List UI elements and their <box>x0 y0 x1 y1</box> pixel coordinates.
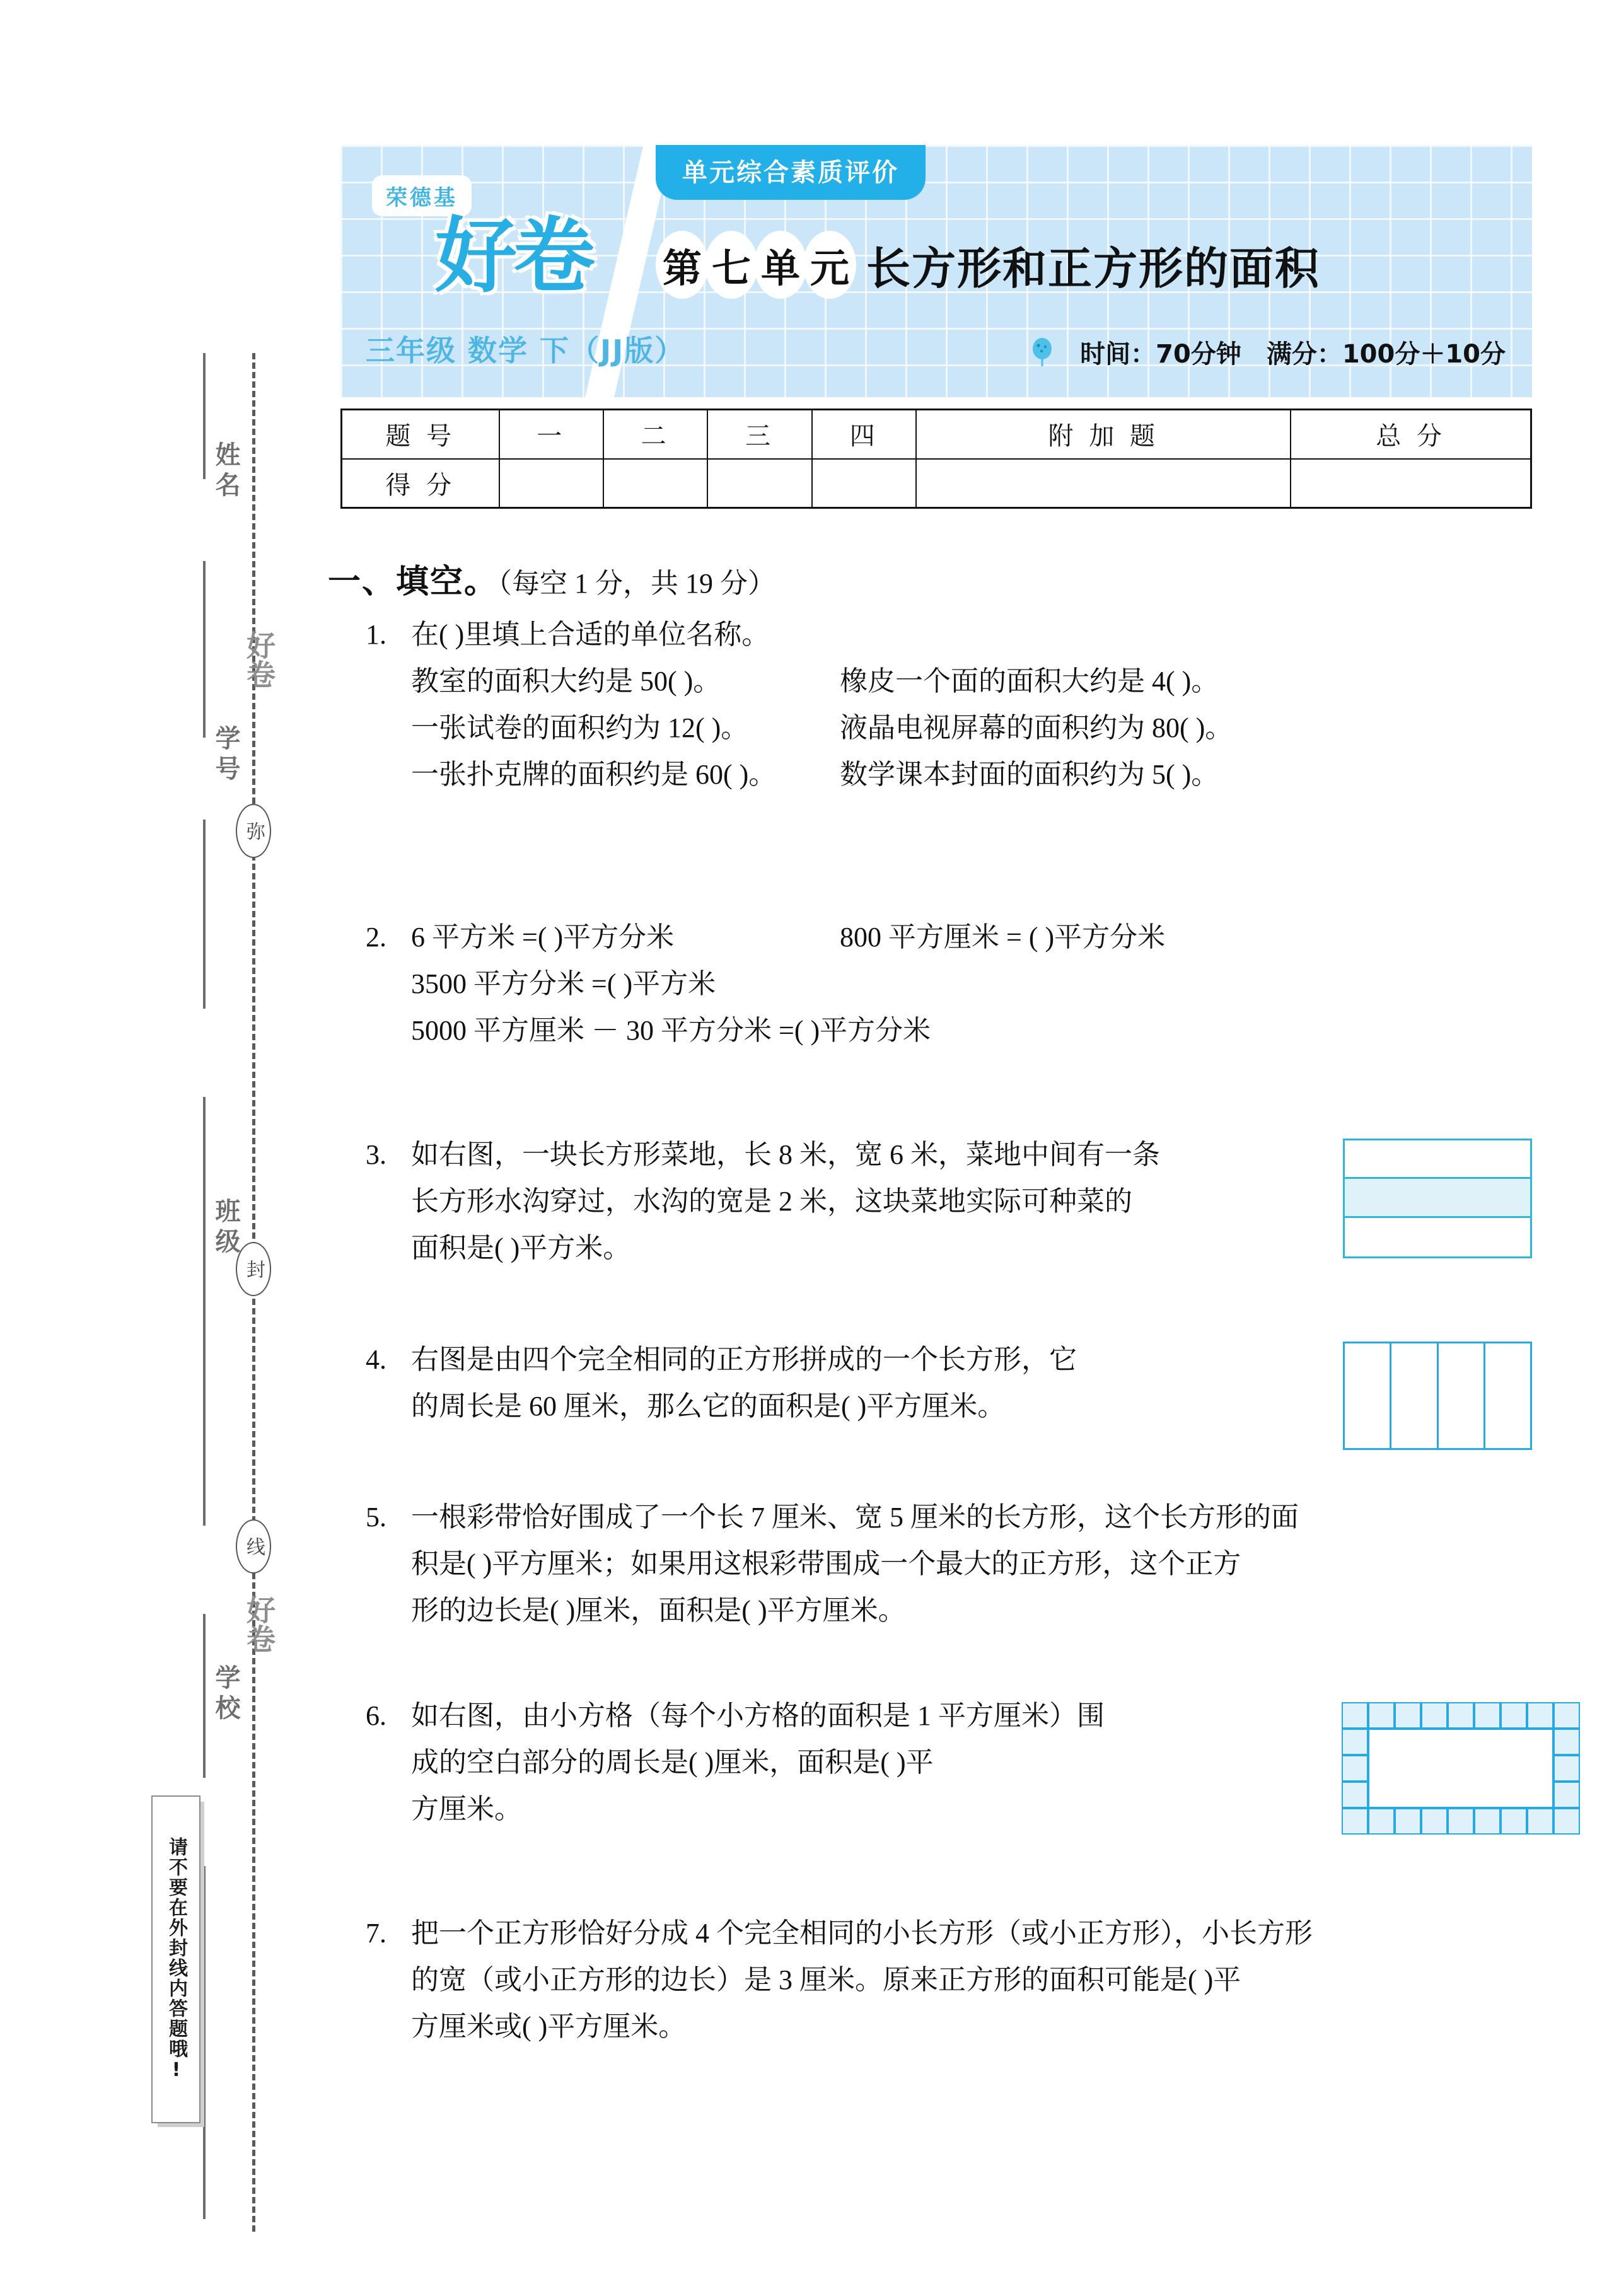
figure-q6-cell-filled <box>1368 1702 1395 1729</box>
figure-q6-cell-empty <box>1448 1782 1474 1808</box>
score-table-col-5: 总 分 <box>1291 410 1531 459</box>
question-1-row-3 <box>411 761 1233 789</box>
question-7-number: 7. <box>366 1918 386 1949</box>
figure-q6-cell-filled <box>1342 1729 1368 1755</box>
figure-q6-cell-empty <box>1395 1755 1421 1782</box>
brand-subtitle: 三年级 数学 下（JJ版） <box>366 333 685 368</box>
seal-note-text: 请不要在外封线内答题哦! <box>165 1836 187 2082</box>
score-cell-3[interactable] <box>812 459 916 508</box>
seal-rule-4 <box>203 1097 206 1526</box>
question-3-body <box>411 1141 1160 1262</box>
seal-rule-5 <box>203 1614 206 1778</box>
question-4-body <box>411 1346 1077 1420</box>
section-index: 一、 <box>328 563 397 601</box>
score-cell-5[interactable] <box>1291 459 1531 508</box>
figure-q6-cell-filled <box>1421 1702 1448 1729</box>
question-5-line-2: 形的边长是( )厘米，面积是( )平方厘米。 <box>411 1595 906 1626</box>
score-cell-1[interactable] <box>603 459 707 508</box>
question-3-line-0: 如右图，一块长方形菜地，长 8 米，宽 6 米，菜地中间有一条 <box>411 1139 1160 1170</box>
figure-q6-cell-filled <box>1501 1702 1527 1729</box>
figure-q6-cell-filled <box>1342 1782 1368 1808</box>
question-7 <box>366 1920 1313 2041</box>
score-cell-0[interactable] <box>499 459 603 508</box>
figure-q3-garden <box>1343 1139 1532 1258</box>
question-1-line-1: 教室的面积大约是 50( )。 <box>411 666 721 697</box>
figure-q6-cell-filled <box>1448 1702 1474 1729</box>
figure-q6-cell-filled <box>1527 1702 1553 1729</box>
unit-chip-char-3: 元 <box>810 245 849 291</box>
question-1-line-6: 数学课本封面的面积约为 5( )。 <box>840 759 1219 790</box>
question-7-line-0: 把一个正方形恰好分成 4 个完全相同的小长方形（或小正方形），小长方形 <box>411 1918 1313 1949</box>
header-banner <box>340 145 1532 397</box>
seal-mark-xian: 线 <box>236 1519 271 1574</box>
question-3-number: 3. <box>366 1139 386 1170</box>
figure-q6-cell-empty <box>1421 1782 1448 1808</box>
question-2-row-0 <box>411 924 1165 951</box>
figure-q6-cell-filled <box>1448 1808 1474 1835</box>
figure-q6-cell-empty <box>1474 1729 1501 1755</box>
figure-q6-cell-filled <box>1527 1808 1553 1835</box>
question-3 <box>366 1141 1160 1262</box>
sidebar-label-student-id: 学号 <box>211 725 240 786</box>
question-6 <box>366 1702 1105 1823</box>
section-title: 填空。 <box>396 563 499 601</box>
score-table-col-3: 四 <box>812 410 916 459</box>
figure-q6-cell-empty <box>1368 1729 1395 1755</box>
figure-q6-cell-filled <box>1474 1702 1501 1729</box>
question-7-body <box>411 1920 1313 2041</box>
sidebar-label-class: 班级 <box>211 1198 240 1258</box>
figure-q6-cell-empty <box>1421 1755 1448 1782</box>
figure-q4-square-2 <box>1439 1343 1485 1448</box>
unit-chip-char-0: 第 <box>662 245 702 291</box>
figure-q3-band-top <box>1345 1140 1530 1179</box>
question-4-number: 4. <box>366 1344 386 1375</box>
question-1-row-2 <box>411 714 1233 742</box>
question-7-line-1: 的宽（或小正方形的边长）是 3 厘米。原来正方形的面积可能是( )平 <box>411 1964 1241 1995</box>
unit-title-row <box>656 231 1320 299</box>
sidebar-spacer <box>265 0 267 2296</box>
question-6-body <box>411 1702 1105 1823</box>
question-1 <box>366 621 1233 789</box>
unit-chip-2 <box>754 231 807 299</box>
score-table-col-2: 三 <box>707 410 811 459</box>
figure-q4-square-0 <box>1345 1343 1391 1448</box>
figure-q6-grid <box>1342 1702 1580 1835</box>
question-5-line-0: 一根彩带恰好围成了一个长 7 厘米、宽 5 厘米的长方形，这个长方形的面 <box>411 1502 1299 1533</box>
score-table-row-label-1: 得 分 <box>342 459 499 508</box>
figure-q6-cell-filled <box>1474 1808 1501 1835</box>
unit-chip-char-1: 七 <box>711 245 751 291</box>
brand-name: 荣德基 <box>386 185 458 211</box>
sidebar-label-school: 学校 <box>211 1664 240 1725</box>
seal-sidebar <box>0 0 328 2296</box>
question-1-body <box>411 621 1233 789</box>
unit-chip-1 <box>705 231 758 299</box>
exam-full-score: 满分：100分＋10分 <box>1266 340 1506 369</box>
question-3-line-2: 面积是( )平方米。 <box>411 1232 631 1263</box>
sidebar-hao-mark-2: 好卷 <box>242 1595 276 1653</box>
figure-q6-cell-filled <box>1395 1702 1421 1729</box>
question-2 <box>366 924 1165 1045</box>
figure-q6-cell-filled <box>1342 1702 1368 1729</box>
question-2-line-3: 5000 平方厘米 － 30 平方分米 =( )平方分米 <box>411 1015 931 1046</box>
score-cell-2[interactable] <box>707 459 811 508</box>
figure-q6-cell-filled <box>1342 1755 1368 1782</box>
brand-logo: 好卷 <box>435 208 592 304</box>
page-title: 长方形和正方形的面积 <box>866 242 1320 294</box>
question-2-line-2: 3500 平方分米 =( )平方米 <box>411 968 716 999</box>
seal-rule-6 <box>203 1866 206 2219</box>
score-table <box>340 409 1532 509</box>
question-2-body <box>411 924 1165 1045</box>
question-2-line-1: 800 平方厘米 = ( )平方分米 <box>840 922 1166 953</box>
table-row-question-number <box>342 410 1531 459</box>
figure-q4-square-3 <box>1485 1343 1530 1448</box>
question-1-line-5: 一张扑克牌的面积约是 60( )。 <box>411 759 777 790</box>
figure-q6-cell-filled <box>1501 1808 1527 1835</box>
score-table-col-4: 附 加 题 <box>916 410 1291 459</box>
figure-q6-cell-empty <box>1501 1782 1527 1808</box>
figure-q3-band-bottom <box>1345 1218 1530 1256</box>
question-5-number: 5. <box>366 1502 386 1533</box>
score-cell-4[interactable] <box>916 459 1291 508</box>
evaluation-tag-label: 单元综合素质评价 <box>682 158 899 187</box>
figure-q6-cell-filled <box>1553 1702 1580 1729</box>
question-4-line-0: 右图是由四个完全相同的正方形拼成的一个长方形，它 <box>411 1344 1077 1375</box>
question-2-line-0: 6 平方米 =( )平方分米 <box>411 922 675 953</box>
score-table-row-label-0: 题 号 <box>342 410 499 459</box>
question-5-body <box>411 1504 1299 1625</box>
question-1-row-1 <box>411 668 1233 695</box>
question-2-number: 2. <box>366 922 386 953</box>
sidebar-hao-mark-1: 好卷 <box>242 630 276 688</box>
question-1-line-4: 液晶电视屏幕的面积约为 80( )。 <box>840 712 1233 743</box>
figure-q4-rectangle <box>1343 1342 1532 1450</box>
exam-sheet <box>328 0 1614 2296</box>
question-6-line-1: 成的空白部分的周长是( )厘米，面积是( )平 <box>411 1747 934 1778</box>
question-4-line-1: 的周长是 60 厘米，那么它的面积是( )平方厘米。 <box>411 1391 1006 1422</box>
question-5-line-1: 积是( )平方厘米；如果用这根彩带围成一个最大的正方形，这个正方 <box>411 1548 1241 1579</box>
question-1-line-2: 橡皮一个面的面积大约是 4( )。 <box>840 666 1219 697</box>
evaluation-tag <box>656 145 926 200</box>
table-row-score <box>342 459 1531 508</box>
unit-chip-char-2: 单 <box>760 245 800 291</box>
question-6-number: 6. <box>366 1700 386 1731</box>
question-5 <box>366 1504 1299 1625</box>
exam-meta-row <box>1030 334 1506 370</box>
figure-q6-cell-filled <box>1553 1782 1580 1808</box>
question-1-number: 1. <box>366 619 386 650</box>
seal-rule-2 <box>203 561 206 738</box>
question-1-line-0: 在( )里填上合适的单位名称。 <box>411 619 770 650</box>
figure-q6-cell-filled <box>1421 1808 1448 1835</box>
score-table-col-0: 一 <box>499 410 603 459</box>
question-7-line-2: 方厘米或( )平方厘米。 <box>411 2011 687 2042</box>
figure-q6-cell-empty <box>1527 1782 1553 1808</box>
seal-mark-feng: 封 <box>236 1242 271 1296</box>
figure-q6-cell-empty <box>1421 1729 1448 1755</box>
question-1-line-3: 一张试卷的面积约为 12( )。 <box>411 712 749 743</box>
leaf-icon <box>1030 337 1055 368</box>
figure-q6-cell-filled <box>1553 1755 1580 1782</box>
figure-q6-cell-empty <box>1448 1729 1474 1755</box>
figure-q6-cell-filled <box>1553 1729 1580 1755</box>
figure-q6-cell-filled <box>1395 1808 1421 1835</box>
question-6-line-0: 如右图，由小方格（每个小方格的面积是 1 平方厘米）围 <box>411 1700 1105 1731</box>
section-heading <box>328 555 775 602</box>
figure-q6-cell-empty <box>1395 1782 1421 1808</box>
figure-q6-cell-empty <box>1527 1755 1553 1782</box>
seal-rule-3 <box>203 820 206 1009</box>
figure-q6-cell-empty <box>1448 1755 1474 1782</box>
unit-chip-3 <box>803 231 856 299</box>
question-4 <box>366 1346 1077 1420</box>
figure-q6-cell-empty <box>1368 1755 1395 1782</box>
figure-q6-cell-empty <box>1501 1755 1527 1782</box>
figure-q6-cell-filled <box>1553 1808 1580 1835</box>
figure-q6-cell-filled <box>1342 1808 1368 1835</box>
unit-chip-0 <box>656 231 709 299</box>
seal-rule-1 <box>203 353 206 479</box>
figure-q6-cell-empty <box>1474 1755 1501 1782</box>
figure-q6-cell-empty <box>1395 1729 1421 1755</box>
figure-q6-cell-empty <box>1501 1729 1527 1755</box>
figure-q3-band-ditch <box>1345 1179 1530 1217</box>
question-6-line-2: 方厘米。 <box>411 1794 522 1824</box>
figure-q6-cell-empty <box>1527 1729 1553 1755</box>
section-scoring: （每空 1 分，共 19 分） <box>498 568 776 599</box>
score-table-col-1: 二 <box>603 410 707 459</box>
seal-mark-mi: 弥 <box>236 804 271 858</box>
figure-q4-square-1 <box>1391 1343 1438 1448</box>
exam-time: 时间：70分钟 <box>1080 340 1241 369</box>
figure-q6-cell-empty <box>1368 1782 1395 1808</box>
question-3-line-1: 长方形水沟穿过，水沟的宽是 2 米，这块菜地实际可种菜的 <box>411 1186 1132 1217</box>
figure-q6-cell-filled <box>1368 1808 1395 1835</box>
seal-note-box <box>151 1795 200 2123</box>
figure-q6-cell-empty <box>1474 1782 1501 1808</box>
sidebar-label-name: 姓名 <box>211 441 240 502</box>
